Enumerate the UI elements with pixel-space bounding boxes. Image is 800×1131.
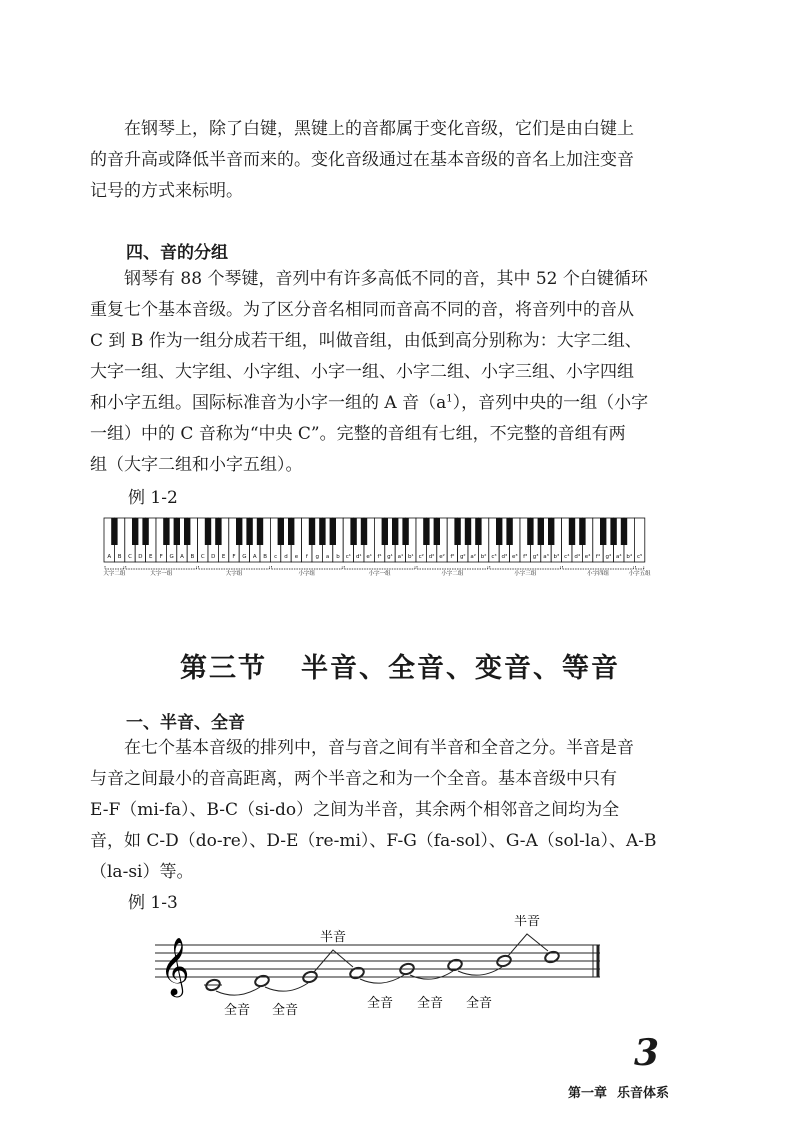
key-label: c⁴ [564,554,570,560]
black-key [610,518,616,545]
note-f [349,966,365,980]
group-bracket [199,566,270,569]
key-label: C [200,554,205,560]
heading-pitch-groups: 四、音的分组 [126,243,228,263]
key-label: F [232,554,236,560]
paragraph-chromatic: 在钢琴上，除了白键，黑键上的音都属于变化音级，它们是由白键上 的音升高或降低半音而来的。变化音级通过在基本音级的音名上加注变音 记号的方式来标明。 [90,119,634,201]
group-label: 小字三组 [514,571,537,577]
key-label: e² [439,554,445,560]
black-key [434,518,440,545]
black-key [236,518,242,545]
whole-tone-label: 全音 [224,1003,251,1018]
key-label: A [252,554,257,560]
group-bracket [271,566,342,569]
semitone-label: 半音 [514,915,541,929]
black-key [205,518,211,545]
key-label: G [242,554,247,560]
black-key [330,518,336,545]
group-bracket [126,566,197,569]
key-label: c³ [491,554,497,560]
group-bracket [105,566,124,569]
key-label: E [149,554,153,560]
key-label: a² [470,554,476,560]
black-key [506,518,512,545]
black-key [350,518,356,545]
black-key [600,518,606,545]
key-label: g [315,554,319,560]
example-label-1-3: 例 1-3 [128,893,178,913]
key-label: d¹ [355,554,362,560]
black-key [454,518,460,545]
black-key [163,518,169,545]
group-bracket [563,566,634,569]
key-label: e⁴ [584,554,591,560]
whole-tone-label: 全音 [417,996,444,1011]
key-label: C [128,554,132,560]
key-label: a³ [543,554,549,560]
group-bracket [344,566,415,569]
key-label: B [190,554,195,560]
note-c-high [544,950,560,964]
example-label-1-2: 例 1-2 [128,488,178,508]
chapter-footer: 第一章 乐音体系 [568,1086,670,1101]
black-key [184,518,190,545]
key-label: e [294,554,299,560]
black-key [319,518,325,545]
group-label: 小字二组 [441,571,464,577]
black-key [257,518,263,545]
key-label: b² [480,554,487,560]
group-label: 小字一组 [368,571,391,577]
group-label: 大字组 [225,571,243,577]
key-label: g¹ [387,554,393,560]
paragraph-pitch-groups: 钢琴有 88 个琴键，音列中有许多高低不同的音，其中 52 个白键循环 重复七个基本音级。为了区分音名相同而音高不同的音，将音列中的音从 C 到 B 作为一组分成若干组，叫做音组，由低到高分别称为：大字二组、 大字一组、大字组、小字组、小字一组、小字二组、小字三组、小字四组 和小字五组。国际标准音为小字一组的 A 音$(a^1)$，音列中央的一组（小字 一组）中的 C 音称为“中央 C”。完整的音组有七组，不完整的音组有两 组（大字二组和小字五组）。 [90,269,649,475]
key-label: b [336,554,340,560]
key-label: F [159,554,163,560]
key-label: b⁴ [626,554,633,560]
staff-notation-diagram [150,915,610,1025]
staff-lines [155,945,600,977]
piano-keyboard-diagram [100,514,660,578]
key-label: B [117,554,122,560]
paragraph-semitone-wholetone: 在七个基本音级的排列中，音与音之间有半音和全音之分。半音是音 与音之间最小的音高距离，两个半音之和为一个全音。基本音级中只有 E-F（mi-fa）、B-C（si-do）之间为半音，其余两个相邻音之间均为全 音，如 C-D（do-re）、D-E（re-mi）、F-G（fa-sol）、G-A（sol-la）、A-B （la-si）等。 [90,738,657,882]
whole-tone-arcs [216,967,502,995]
group-bracket [635,566,643,569]
key-label: g⁴ [605,554,612,560]
black-key [548,518,554,545]
page-number: 3 [634,1032,660,1074]
key-label: a⁴ [616,554,622,560]
key-label: E [221,554,226,560]
black-key [496,518,502,545]
key-label: c⁵ [636,554,643,560]
black-key [621,518,627,545]
key-label: G [169,554,174,560]
section-title: 第三节 半音、全音、变音、等音 [180,653,620,684]
black-key [402,518,408,545]
key-label: e¹ [366,554,372,560]
key-label: b¹ [407,554,414,560]
black-key [278,518,284,545]
key-label: B [263,554,268,560]
key-label: c¹ [345,554,352,560]
black-key [475,518,481,545]
key-label: f³ [523,554,528,560]
black-key [132,518,138,545]
black-key [309,518,315,545]
black-key [288,518,294,545]
black-key [174,518,180,545]
group-label: 小字四组 [586,571,610,577]
group-label: 小字五组 [628,571,651,577]
black-key [382,518,388,545]
black-key [111,518,117,545]
black-key [246,518,252,545]
key-label: a [325,554,330,560]
key-label: d³ [501,554,508,560]
whole-tone-label: 全音 [466,996,493,1011]
black-key [423,518,429,545]
key-label: d⁴ [574,554,581,560]
key-label: e³ [512,554,518,560]
black-key [569,518,575,545]
semitone-label: 半音 [320,930,347,945]
key-label: f [305,554,308,560]
black-key [538,518,544,545]
key-label: c [274,554,278,560]
key-label: f⁴ [595,554,601,560]
black-key [142,518,148,545]
black-key [579,518,585,545]
note-d [254,974,270,988]
octave-group-brackets [103,566,651,577]
black-key [392,518,398,545]
key-label: f² [450,554,455,560]
group-bracket [417,566,488,569]
whole-tone-label: 全音 [272,1003,299,1018]
key-label: d [284,554,288,560]
group-label: 大字一组 [150,571,173,577]
group-label: 大字二组 [103,571,126,577]
treble-clef-icon: 𝄞 [160,937,190,995]
key-label: c² [418,554,424,560]
black-key [527,518,533,545]
black-key [215,518,221,545]
key-label: D [211,554,216,560]
black-key [361,518,367,545]
key-label: A [180,554,184,560]
key-label: d² [428,554,435,560]
key-label: D [138,554,143,560]
black-key [465,518,471,545]
key-label: f¹ [377,554,382,560]
note-a [447,958,463,972]
heading-semitone-wholetone: 一、半音、全音 [126,713,245,733]
whole-tone-label: 全音 [367,996,394,1011]
group-label: 小字组 [298,571,316,577]
key-label: a¹ [397,554,404,560]
group-bracket [490,566,561,569]
key-label: b³ [553,554,560,560]
key-label: A [107,554,112,560]
key-label: g² [459,554,466,560]
key-label: g³ [532,554,539,560]
